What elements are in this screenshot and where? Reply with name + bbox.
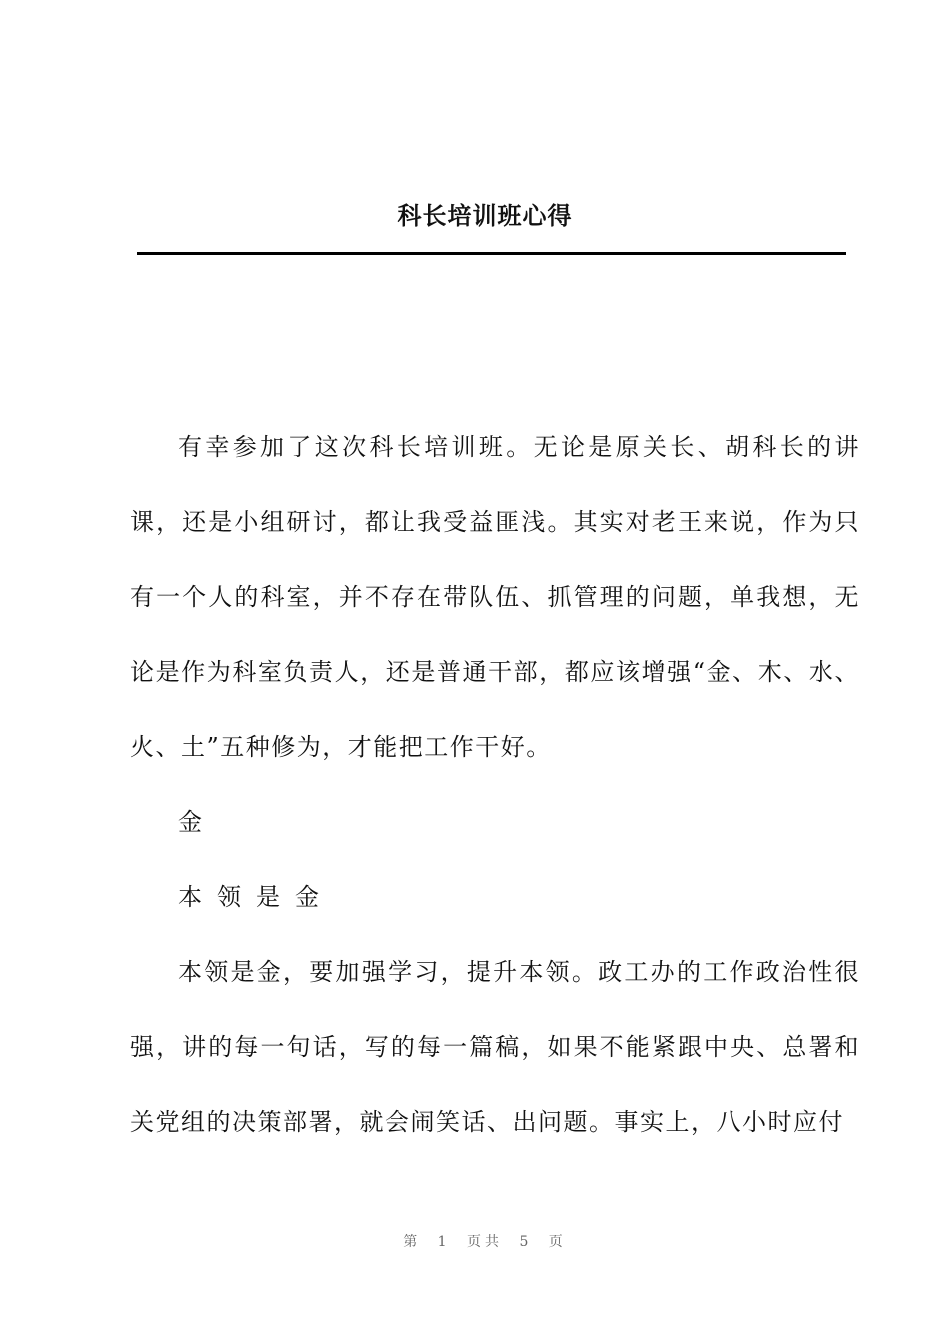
section-heading: 金: [178, 808, 204, 836]
document-title: 科长培训班心得: [397, 201, 573, 230]
paragraph-intro: 有幸参加了这次科长培训班。无论是原关长、胡科长的讲课，还是小组研讨，都让我受益匪浅。其实对老王来说，作为只有一个人的科室，并不存在带队伍、抓管理的问题，单我想，无论是作为科室负责人，还是普通干部，都应该增强“金、木、水、火、土”五种修为，才能把工作干好。: [130, 433, 860, 761]
document-body: [130, 410, 860, 1160]
subsection-heading: 本领是金: [178, 883, 334, 911]
paragraph-body: 本领是金，要加强学习，提升本领。政工办的工作政治性很强，讲的每一句话，写的每一篇稿，如果不能紧跟中央、总署和关党组的决策部署，就会闹笑话、出问题。事实上，八小时应付: [130, 958, 860, 1136]
page-number-footer: 第 1 页共 5 页: [403, 1234, 567, 1250]
title-underline: [137, 252, 846, 255]
